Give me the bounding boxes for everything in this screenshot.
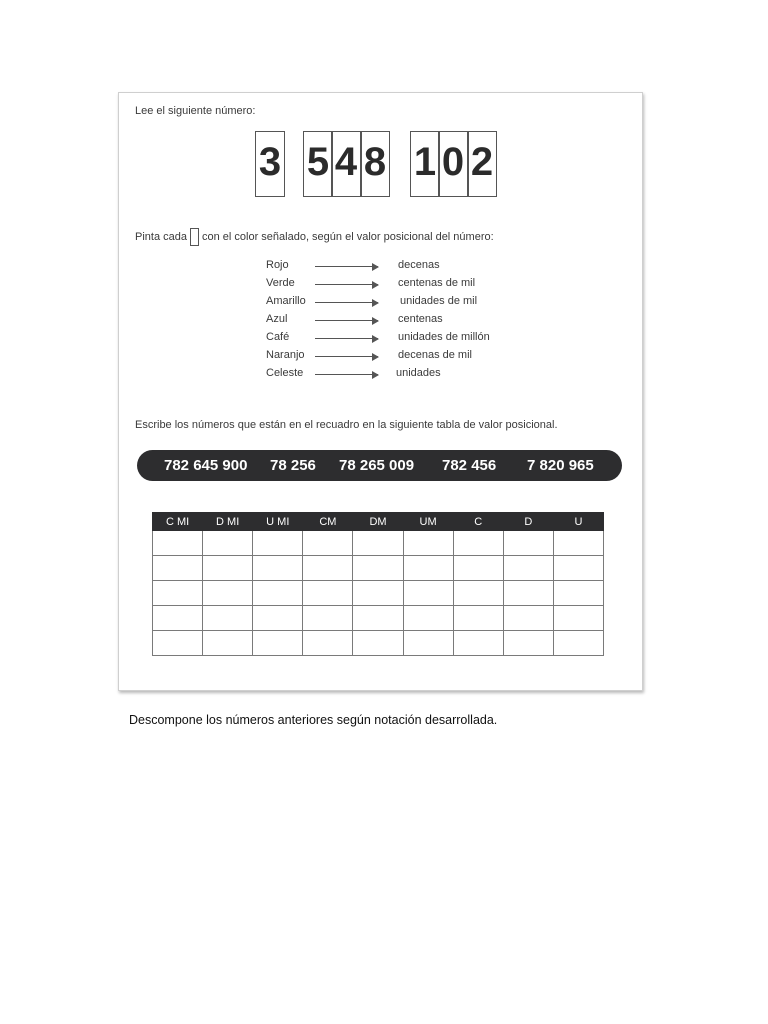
table-row <box>153 531 604 556</box>
legend-color: Amarillo <box>266 295 306 307</box>
number-display <box>119 131 642 199</box>
table-cell <box>453 531 503 556</box>
read-instruction: Lee el siguiente número: <box>135 105 256 117</box>
digit: 4 <box>334 140 358 184</box>
table-cell <box>303 531 353 556</box>
table-cell <box>453 556 503 581</box>
table-cell <box>503 631 553 656</box>
legend-place: unidades <box>396 367 441 379</box>
legend-place: decenas de mil <box>398 349 472 361</box>
table-cell <box>353 631 403 656</box>
table-cell <box>503 531 553 556</box>
digit: 5 <box>306 140 330 184</box>
arrow-right-icon <box>315 266 378 267</box>
legend-place: unidades de millón <box>398 331 490 343</box>
table-cell <box>503 606 553 631</box>
table-cell <box>403 556 453 581</box>
table-cell <box>153 606 203 631</box>
table-cell <box>503 556 553 581</box>
column-header: U MI <box>253 513 303 531</box>
numbers-strip <box>137 450 622 481</box>
column-header: C <box>453 513 503 531</box>
table-cell <box>203 606 253 631</box>
legend-place: decenas <box>398 259 440 271</box>
digit: 3 <box>258 140 282 184</box>
table-cell <box>553 606 603 631</box>
table-cell <box>353 581 403 606</box>
arrow-right-icon <box>315 356 378 357</box>
table-cell <box>403 631 453 656</box>
table-cell <box>403 581 453 606</box>
table-cell <box>553 631 603 656</box>
legend-color: Verde <box>266 277 295 289</box>
table-cell <box>453 606 503 631</box>
table-cell <box>303 631 353 656</box>
strip-number: 782 645 900 <box>164 457 248 474</box>
legend-color: Café <box>266 331 290 343</box>
table-body <box>153 531 604 656</box>
table-row <box>153 556 604 581</box>
table-cell <box>203 531 253 556</box>
table-cell <box>253 631 303 656</box>
table-cell <box>303 581 353 606</box>
legend-color: Celeste <box>266 367 304 379</box>
table-cell <box>453 581 503 606</box>
strip-number: 78 256 <box>270 457 316 474</box>
digit: 8 <box>363 140 387 184</box>
arrow-right-icon <box>315 320 378 321</box>
table-cell <box>253 556 303 581</box>
column-header: UM <box>403 513 453 531</box>
table-cell <box>203 581 253 606</box>
digit: 2 <box>470 140 494 184</box>
digit: 0 <box>441 140 465 184</box>
table-cell <box>453 631 503 656</box>
table-cell <box>503 581 553 606</box>
table-cell <box>353 606 403 631</box>
paint-instruction-start: Pinta cada <box>135 230 187 243</box>
legend-color: Rojo <box>266 259 289 271</box>
decompose-instruction: Descompone los números anteriores según notación desarrollada. <box>129 713 498 727</box>
table-cell <box>353 531 403 556</box>
arrow-right-icon <box>315 302 378 303</box>
column-header: D MI <box>203 513 253 531</box>
strip-number: 782 456 <box>442 457 497 474</box>
table-cell <box>153 556 203 581</box>
digit: 1 <box>413 140 437 184</box>
arrow-right-icon <box>315 374 378 375</box>
table-cell <box>353 556 403 581</box>
table-cell <box>553 581 603 606</box>
legend-place: centenas <box>398 313 443 325</box>
legend-color: Naranjo <box>266 349 305 361</box>
table-cell <box>403 531 453 556</box>
column-header: DM <box>353 513 403 531</box>
strip-number: 7 820 965 <box>527 457 594 474</box>
table-row <box>153 631 604 656</box>
box-icon <box>190 228 199 246</box>
legend-place: centenas de mil <box>398 277 476 289</box>
write-instruction: Escribe los números que están en el recuadro en la siguiente tabla de valor posicional. <box>135 419 558 431</box>
worksheet-image <box>118 92 643 691</box>
table-cell <box>303 556 353 581</box>
column-header: D <box>503 513 553 531</box>
column-header: C MI <box>153 513 203 531</box>
table-row <box>153 606 604 631</box>
legend-place: unidades de mil <box>400 295 478 307</box>
table-cell <box>253 606 303 631</box>
table-cell <box>153 581 203 606</box>
table-cell <box>303 606 353 631</box>
column-header: CM <box>303 513 353 531</box>
table-header-row <box>153 513 604 531</box>
table-row <box>153 581 604 606</box>
arrow-right-icon <box>315 284 378 285</box>
table-cell <box>153 531 203 556</box>
paint-instruction-end: con el color señalado, según el valor posicional del número: <box>201 230 494 243</box>
table-cell <box>553 531 603 556</box>
column-header: U <box>553 513 603 531</box>
table-cell <box>203 631 253 656</box>
arrow-right-icon <box>315 338 378 339</box>
table-cell <box>203 556 253 581</box>
table-cell <box>253 531 303 556</box>
table-cell <box>553 556 603 581</box>
strip-number: 78 265 009 <box>339 457 415 474</box>
table-cell <box>153 631 203 656</box>
table-cell <box>403 606 453 631</box>
place-value-table <box>152 512 604 656</box>
legend-color: Azul <box>266 313 288 325</box>
paint-instruction <box>135 228 494 246</box>
table-cell <box>253 581 303 606</box>
